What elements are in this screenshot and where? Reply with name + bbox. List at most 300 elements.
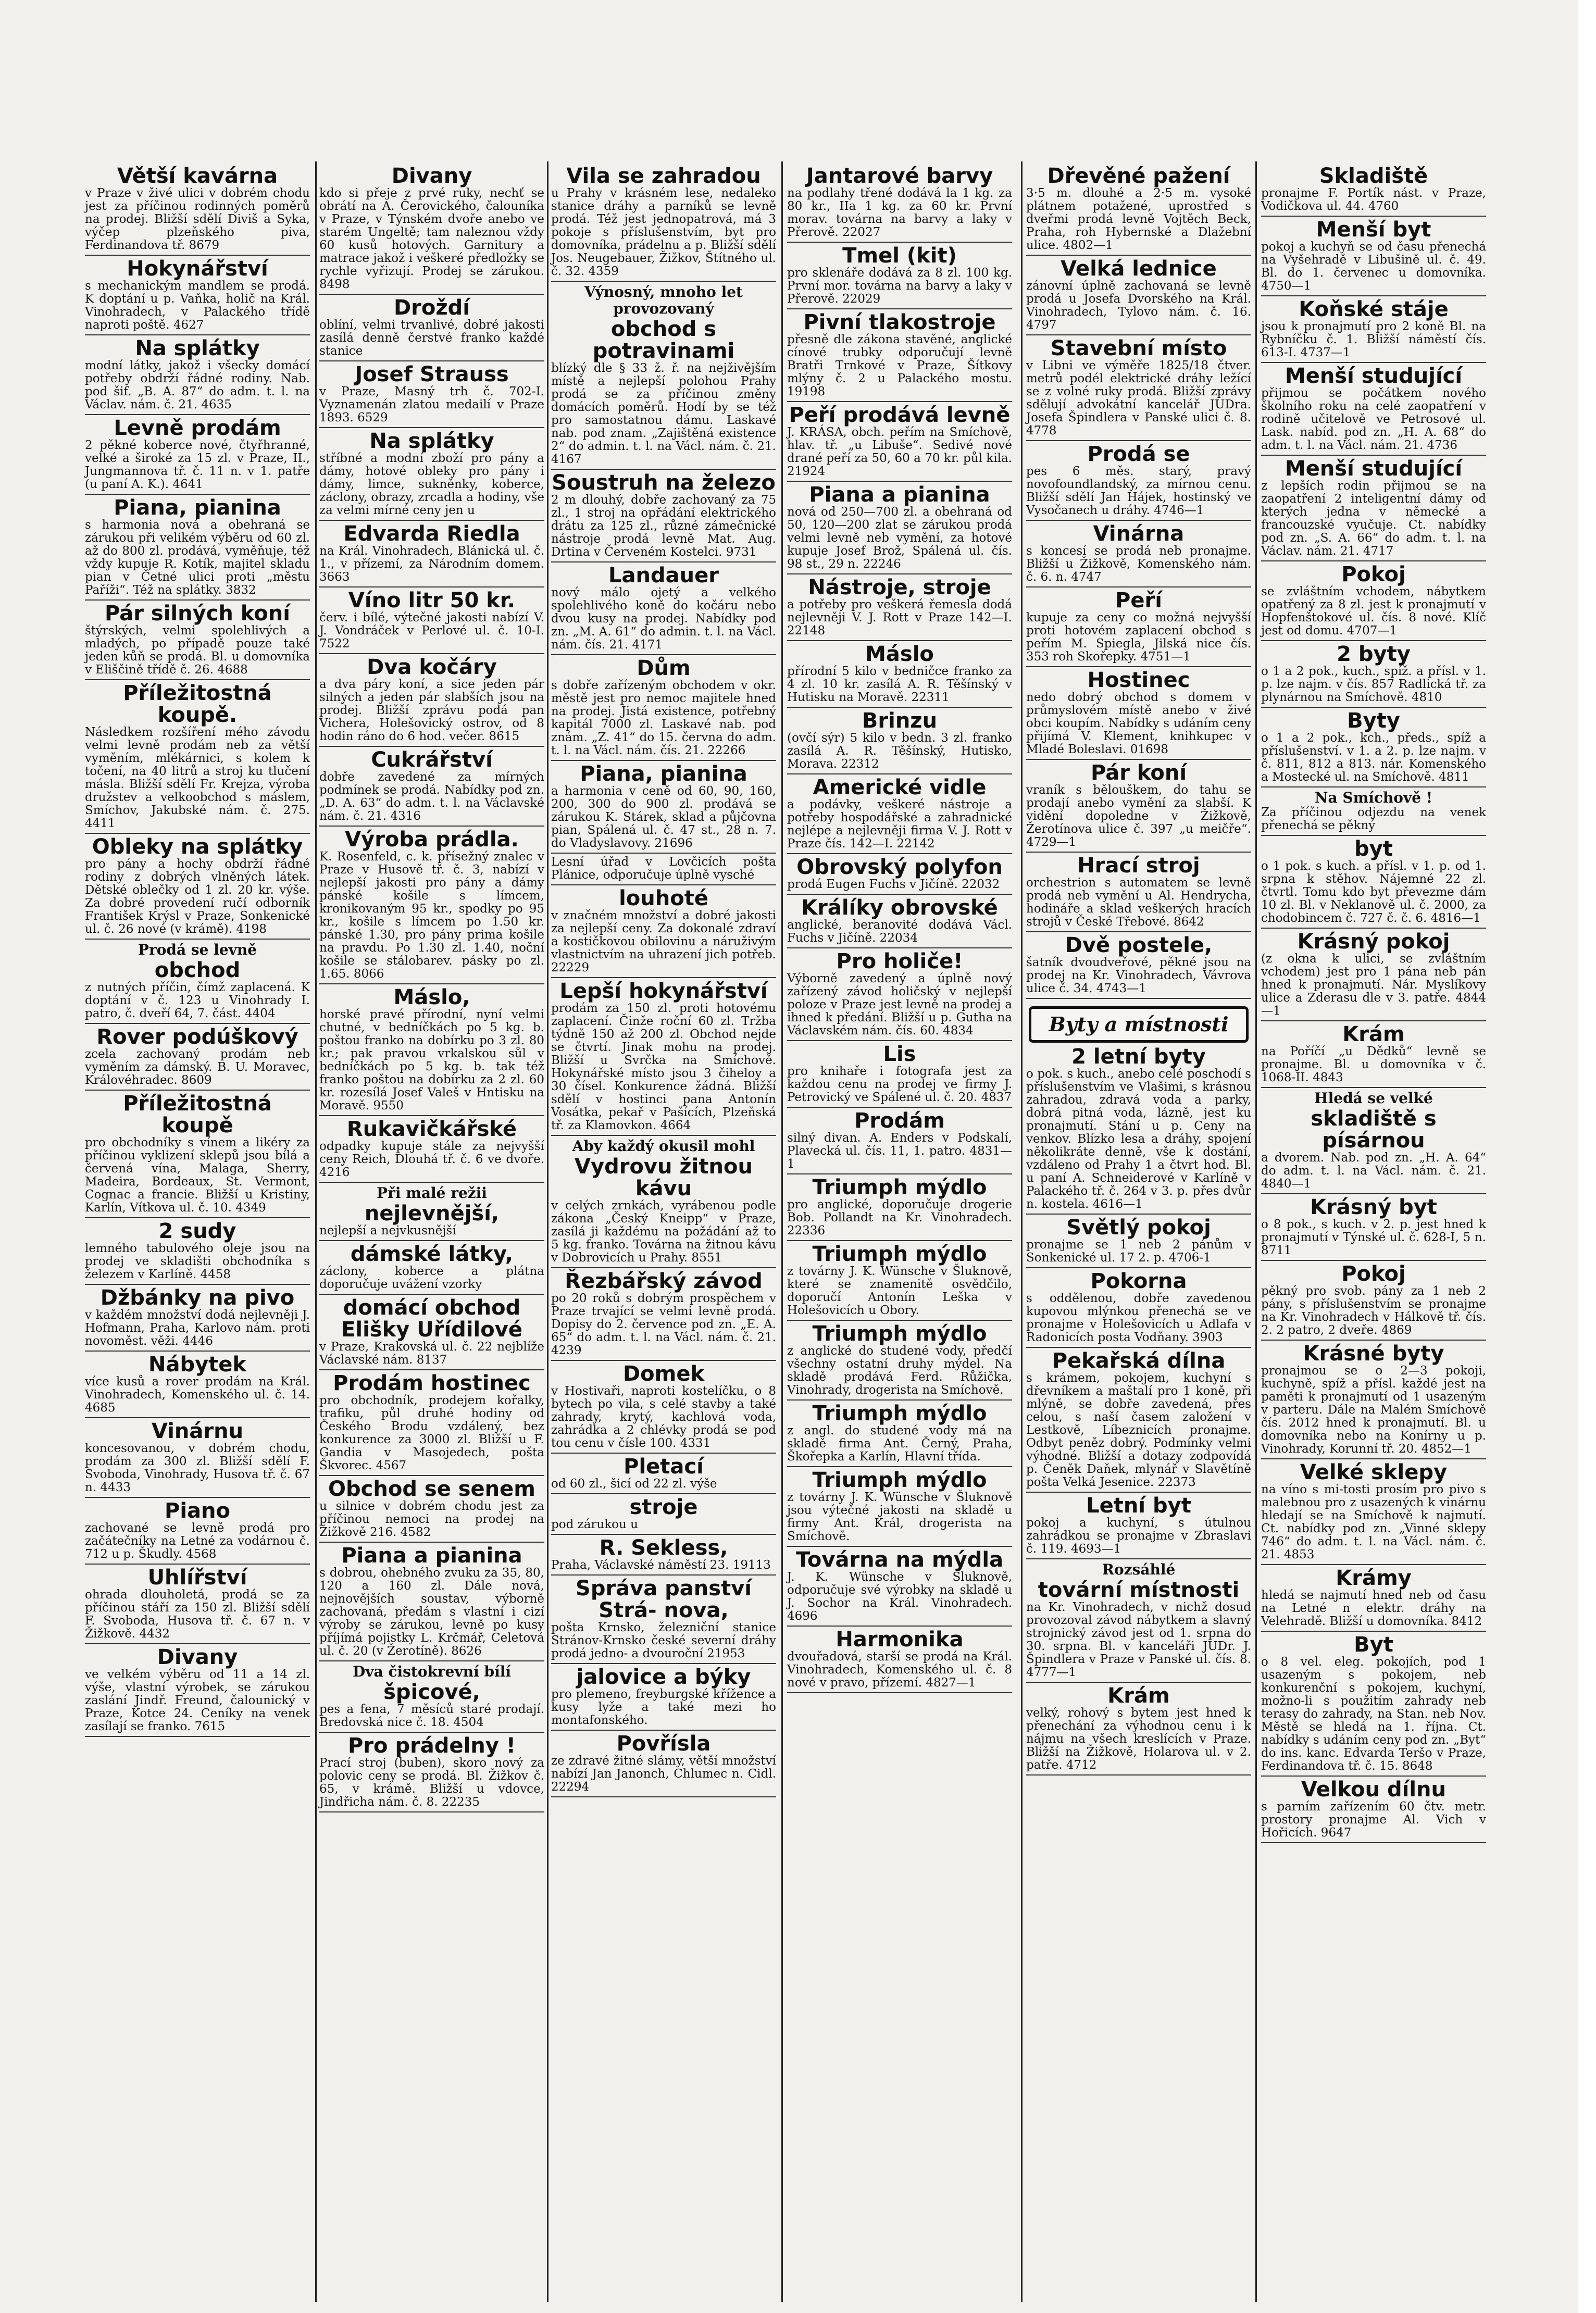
ad-separator bbox=[319, 983, 544, 984]
ad-separator bbox=[319, 1115, 544, 1116]
classified-ad bbox=[1025, 1217, 1253, 1268]
ad-separator bbox=[319, 1182, 544, 1183]
ad-body: o 8 pok., s kuch. v 2. p. jest hned k pronajmutí v Týnské ul. č. 628-I, 5 n. 8711 bbox=[1261, 1218, 1486, 1257]
ad-separator bbox=[551, 1796, 776, 1797]
column-2 bbox=[318, 164, 546, 2305]
classified-ad bbox=[550, 472, 778, 562]
classified-ad bbox=[550, 1456, 778, 1494]
ad-heading: Byty bbox=[1347, 709, 1400, 733]
ad-separator bbox=[85, 1564, 310, 1565]
ad-body: s parním zařízením 60 čtv. metr. prostory pronajme Al. Vich v Hořicích. 9647 bbox=[1261, 1800, 1486, 1840]
ad-body: nový málo ojetý a velkého spolehlivého koně do kočáru nebo dvou kusy na prodej. Nabídky pod zn. „M. A. 61“ do admin. t. l. na Václ. nám. čís. 21. 4171 bbox=[551, 586, 776, 652]
ad-body: ohrada dlouholetá, prodá se za příčinou stáří za 150 zl. Bližší sdělí F. Svoboda, Husova tř. č. 67 n. v Žižkově. 4432 bbox=[85, 1588, 310, 1641]
column-5 bbox=[1025, 164, 1253, 2305]
ad-separator bbox=[1261, 1020, 1486, 1021]
ad-heading: Pár silných koní bbox=[105, 602, 290, 626]
ad-body: pošta Krnsko, železniční stanice Stránov-Krnsko české severní dráhy prodá jedno- a dvouroční 21953 bbox=[551, 1621, 776, 1660]
ad-body: nejlepší a nejvkusnější bbox=[319, 1224, 456, 1237]
classified-ad bbox=[83, 1093, 311, 1218]
ad-body: velký, rohový s bytem jest hned k přenechání za výhodnou cenu i k nájmu na všech kreslících v Praze. Bližší na Žižkově, Holarova ul. v 2. patře. 4712 bbox=[1026, 1706, 1251, 1772]
ad-body: o pok. s kuch., anebo celé poschodí s příslušenstvím ve Vlašimi, s krásnou zahradou, zdravá voda a parky, dobrá pitná voda, lázně, jest ku pronajmutí. Stání u p. Ceny na venkov. Blízko lesa a dráhy, spojení několikráte denně, vše k dostání, vzdáleno od Prahy 1 a čtvrt hod. Bl. u paní A. Schneiderové v Karlíně v Palackého tř. č. 264 v 3. p. přes dvůr n. kostela. 4616—1 bbox=[1026, 1067, 1251, 1211]
ad-body: pro knihaře i fotografa jest za každou cenu na prodej ve firmy J. Petrovický ve Spálené ul. č. 20. 4837 bbox=[787, 1065, 1012, 1104]
ad-body: a dvorem. Nab. pod zn. „H. A. 64“ do adm. t. l. na Václ. nám. č. 21. 4840—1 bbox=[1261, 1151, 1486, 1191]
ad-subheading: Hledá se velké bbox=[1314, 1090, 1433, 1107]
classified-ad bbox=[83, 836, 311, 940]
ad-separator bbox=[1261, 707, 1486, 708]
ad-body: pro sklenáře dodává za 8 zl. 100 kg. První mor. továrna na barvy a laky v Přerově. 22029 bbox=[787, 266, 1012, 306]
ad-body: ve velkém výběru od 11 a 14 zl. výše, vlastní výrobek, se zárukou zaslání Jindř. Freund, čalounický v Praze, Kotce 24. Ceníky na venek zasílají se franko. 7615 bbox=[85, 1668, 310, 1733]
ad-body: na podlahy třené dodává la 1 kg. za 80 kr., IIa 1 kg. za 60 kr. První morav. továrna na barvy a laky v Přerově. 22027 bbox=[787, 186, 1012, 239]
classified-ad bbox=[83, 258, 311, 335]
classified-ad bbox=[1260, 1634, 1488, 1777]
ad-body: s mechanickým mandlem se prodá. K doptání u p. Vaňka, holič na Král. Vinohradech, v Palackého třídě naproti poště. 4627 bbox=[85, 279, 310, 332]
ad-heading: Dům bbox=[637, 656, 691, 680]
ad-body: od 60 zl., šicí od 22 zl. výše bbox=[551, 1477, 717, 1491]
ad-body: s dobrou, ohebného zvuku za 35, 80, 120 a 160 zl. Dále nová, nejnovějších soustav, výborně zachovaná, předám s vlastní i cizí výroby se zárukou, levně po kusy příjímá pojistky L. Krčmář, Celetová ul. č. 20 (v Žerotíně). 8626 bbox=[319, 1566, 544, 1658]
ad-separator bbox=[1026, 998, 1251, 999]
ad-separator bbox=[787, 1399, 1012, 1401]
ad-heading: 2 sudy bbox=[158, 1219, 236, 1243]
ad-separator bbox=[787, 308, 1012, 309]
ad-heading: louhoté bbox=[619, 886, 708, 910]
ad-heading: Hrací stroj bbox=[1077, 854, 1200, 878]
ad-separator bbox=[319, 1294, 544, 1295]
classified-ad bbox=[318, 656, 546, 747]
ad-heading: Piana a pianina bbox=[809, 483, 990, 507]
ad-separator bbox=[551, 1534, 776, 1535]
ad-separator bbox=[85, 679, 310, 680]
ad-heading: Na splátky bbox=[135, 336, 260, 360]
ad-separator bbox=[551, 977, 776, 978]
ad-separator bbox=[551, 1730, 776, 1731]
ad-heading: Pekařská dílna bbox=[1052, 1349, 1226, 1373]
ad-separator bbox=[319, 520, 544, 521]
ad-heading: Vinárnu bbox=[151, 1419, 244, 1443]
ad-heading: Americké vidle bbox=[813, 776, 987, 799]
classified-ad bbox=[550, 980, 778, 1136]
ad-separator bbox=[85, 334, 310, 335]
classified-ad bbox=[83, 497, 311, 601]
ad-heading: Dvě postele, bbox=[1065, 933, 1213, 957]
ad-separator bbox=[787, 1466, 1012, 1467]
ad-separator bbox=[1261, 640, 1486, 641]
classified-ad bbox=[1025, 165, 1253, 256]
ad-heading: Koňské stáje bbox=[1299, 297, 1449, 321]
classified-ad bbox=[785, 951, 1014, 1041]
classified-ad bbox=[1260, 365, 1488, 456]
ad-subheading: Rozsáhlé bbox=[1102, 1561, 1176, 1578]
ad-separator bbox=[787, 573, 1012, 574]
ad-heading: Triumph mýdlo bbox=[812, 1242, 987, 1266]
ad-body: silný divan. A. Enders v Podskalí, Plavecká ul. čís. 11, 1. patro. 4831—1 bbox=[787, 1131, 1012, 1171]
ad-separator bbox=[1026, 1267, 1251, 1268]
classified-ad bbox=[550, 1537, 778, 1576]
ad-heading: Králíky obrovské bbox=[801, 896, 998, 920]
ad-body: se zvláštním vchodem, nábytkem opatřený za 8 zl. jest k pronajmutí v Hopfenštokové ul. čís. 8 nové. Klíč jest od domu. 4707—1 bbox=[1261, 585, 1486, 637]
ad-body: z továrny J. K. Wünsche v Šluknově jsou výtečné jakosti na skladě u firmy Ant. Král, drogerista na Smíchově. bbox=[787, 1491, 1012, 1543]
classified-ad bbox=[785, 1110, 1014, 1174]
ad-separator bbox=[1261, 835, 1486, 836]
ad-heading: Výroba prádla. bbox=[345, 828, 519, 852]
ad-heading: Triumph mýdlo bbox=[812, 1468, 987, 1492]
ad-body: nová od 250—700 zl. a obehraná od 50, 120—200 zlat se zárukou prodá velmi levně neb vymění, za hotové kupuje Josef Brož, Spálená ul. čís. 98 st., 29 n. 22246 bbox=[787, 505, 1012, 571]
ad-heading: Prodám bbox=[854, 1109, 945, 1133]
ad-separator bbox=[787, 1240, 1012, 1241]
ad-heading: Domek bbox=[622, 1362, 705, 1386]
ad-heading: Nábytek bbox=[148, 1353, 247, 1377]
ad-separator bbox=[1261, 786, 1486, 787]
classified-ad bbox=[785, 1043, 1014, 1108]
ad-body: v značném množství a dobré jakosti za nejlepší ceny. Za dokonalé zdraví a kostičkovou obilovinu a náruživým vlastnictvím na uhrazení jich potřeb. 22229 bbox=[551, 909, 776, 974]
ad-heading: Stavební místo bbox=[1050, 336, 1227, 360]
ad-heading: Velkou dílnu bbox=[1301, 1778, 1447, 1802]
classified-ad bbox=[1260, 219, 1488, 296]
classified-ad bbox=[83, 1646, 311, 1737]
classified-ad bbox=[1260, 564, 1488, 641]
ad-heading: Nástroje, stroje bbox=[808, 576, 991, 599]
ad-separator bbox=[85, 414, 310, 415]
ad-separator bbox=[1026, 586, 1251, 587]
ad-separator bbox=[85, 255, 310, 256]
ad-separator bbox=[551, 1663, 776, 1664]
ad-separator bbox=[551, 1135, 776, 1136]
classified-ad bbox=[1025, 443, 1253, 521]
classified-ad bbox=[1025, 1350, 1253, 1493]
ad-separator bbox=[319, 1732, 544, 1733]
ad-heading: skladiště s písárnou bbox=[1311, 1107, 1437, 1153]
ad-heading: Triumph mýdlo bbox=[812, 1402, 987, 1426]
ad-separator bbox=[787, 242, 1012, 243]
ad-body: Prací stroj (buben), skoro nový za polovic ceny se prodá. Bl. Žižkov č. 65, v krámě. Bližší u vdovce, Jindřicha nám. č. 8. 22235 bbox=[319, 1756, 544, 1809]
ad-heading: Letní byt bbox=[1086, 1494, 1191, 1518]
classified-ad bbox=[83, 417, 311, 495]
ad-heading: Soustruh na železo bbox=[552, 471, 776, 495]
ad-heading: Vila se zahradou bbox=[566, 164, 761, 188]
classified-ad bbox=[1025, 337, 1253, 441]
ad-body: pod zárukou u bbox=[551, 1518, 638, 1531]
ad-body: o 8 vel. eleg. pokojích, pod 1 usazeným s pokojem, neb konkurenční s pokojem, kuchyní, možno-li s použitím zahrady neb terasy do zahrady, na Stan. neb Nov. Městě se hledá na 1. října. Ct. nabídky s udáním ceny pod zn. „Byt“ do ins. kanc. Edvarda Teršo v Praze, Ferdinandova tř. č. 15. 8648 bbox=[1261, 1655, 1486, 1773]
ad-body: pokoj a kuchyň se od času přenechá na Vyšehradě v Libušině ul. č. 49. Bl. do 1. červenec u domovníka. 4750—1 bbox=[1261, 240, 1486, 293]
ad-heading: jalovice a býky bbox=[576, 1665, 751, 1689]
ad-heading: Dřevěné pažení bbox=[1047, 164, 1230, 188]
classified-ad bbox=[1025, 669, 1253, 760]
classified-ad bbox=[1260, 458, 1488, 561]
ad-body: stříbné a modní zboží pro pány a dámy, hotové obleky pro pány i dámy, limce, sukněnky, koberce, záclony, obrazy, zrcadla a hodiny, vše za velmi mírné ceny jen u bbox=[319, 452, 544, 517]
ad-body: zachované se levně prodá pro začátečníky na Letné za vodárnou č. 712 u p. Škudly. 4568 bbox=[85, 1521, 310, 1561]
ad-body: 3·5 m. dlouhé a 2·5 m. vysoké plátnem potažené, uprostřed s dveřmi prodá levně Vojtěch Beck, Praha, roh Hybernské a Dlažební ulice. 4802—1 bbox=[1026, 186, 1251, 252]
classified-ad bbox=[318, 829, 546, 984]
ad-body: prodá Eugen Fuchs v Jičíně. 22032 bbox=[787, 878, 1000, 891]
ad-heading: Droždí bbox=[393, 296, 470, 320]
ad-heading: stroje bbox=[629, 1495, 698, 1519]
classified-ad bbox=[318, 1545, 546, 1661]
ad-separator bbox=[787, 1626, 1012, 1627]
ad-heading: 2 byty bbox=[1337, 642, 1411, 666]
ad-separator bbox=[1261, 1193, 1486, 1194]
ad-heading: Pokorna bbox=[1090, 1269, 1187, 1293]
classified-ad bbox=[83, 603, 311, 680]
ad-body: po 20 roků s dobrým prospěchem v Praze trvající se velmi levně prodá. Dopisy do 2. července pod zn. „E. A. 65“ do adm. t. l. na Václ. nám. č. 21. 4239 bbox=[551, 1292, 776, 1357]
ad-heading: Obrovský polyfon bbox=[796, 855, 1003, 879]
ad-separator bbox=[1261, 362, 1486, 363]
ad-heading: Velká lednice bbox=[1061, 257, 1217, 281]
ad-separator bbox=[787, 894, 1012, 895]
ad-heading: Máslo bbox=[865, 642, 934, 666]
ad-body: Za příčinou odjezdu na venek přenechá se pěkný bbox=[1261, 806, 1486, 832]
classified-ad bbox=[785, 311, 1014, 402]
classified-ad bbox=[318, 523, 546, 587]
ad-body: ze zdravé žitné slámy, větší množství nabízí Jan Janonch, Chlumec n. Cidl. 22294 bbox=[551, 1754, 776, 1794]
ad-body: s koncesí se prodá neb pronajme. Bližší u Žižkově, Komenského nám. č. 6. n. 4747 bbox=[1026, 544, 1251, 584]
ad-heading: Větší kavárna bbox=[117, 164, 278, 188]
ad-heading: Peří prodává levně bbox=[789, 403, 1011, 427]
classified-ad bbox=[550, 1138, 778, 1268]
ad-body: a harmonia v ceně od 60, 90, 160, 200, 300 do 900 zl. prodává se zárukou K. Stárek, sklad a půjčovna pian, Spálená ul. č. 47 st., 28 n. 7. do Vladyslavovy. 21696 bbox=[551, 784, 776, 850]
ad-heading: Josef Strauss bbox=[355, 362, 509, 386]
ad-body: lemného tabulového oleje jsou na prodej ve skladišti obchodníka s železem v Karlíně. 4458 bbox=[85, 1242, 310, 1281]
classified-ad bbox=[1260, 1343, 1488, 1459]
classified-ad bbox=[318, 297, 546, 361]
ad-heading: Továrna na mýdla bbox=[795, 1548, 1004, 1572]
ad-separator bbox=[787, 773, 1012, 774]
classified-ad bbox=[83, 1354, 311, 1418]
ad-body: zcela zachovaný prodám neb vyměním za dámský. B. U. Moravec, Královéhradec. 8609 bbox=[85, 1047, 310, 1087]
classified-ad bbox=[318, 430, 546, 521]
ad-heading: Piano bbox=[165, 1499, 230, 1523]
ad-body: pes 6 měs. starý, pravý novofoundlandský, za mírnou cenu. Bližší sdělí Jan Hájek, hostinský ve Vysočanech u dráhy. 4746—1 bbox=[1026, 465, 1251, 517]
ad-heading: Obleky na splátky bbox=[92, 835, 303, 859]
column-rule bbox=[547, 161, 548, 2302]
ad-separator bbox=[1026, 1214, 1251, 1215]
ad-heading: Dva kočáry bbox=[367, 655, 497, 679]
ad-heading: Lepší hokynářství bbox=[559, 979, 768, 1003]
ad-body: J. KRÁSA, obch. peřím na Smíchově, hlav. tř. „u Libuše“. Sedivé nové drané peří za 50, 60 a 70 kr. půl kila. 21924 bbox=[787, 426, 1012, 478]
classified-ad bbox=[550, 1666, 778, 1731]
ad-heading: Světlý pokoj bbox=[1066, 1216, 1211, 1240]
classified-ad bbox=[785, 1323, 1014, 1401]
classified-ad bbox=[1025, 1561, 1253, 1683]
ad-heading: Prodá se bbox=[1087, 442, 1190, 466]
ad-separator bbox=[1026, 440, 1251, 441]
ad-heading: Byt bbox=[1354, 1633, 1393, 1657]
classified-ad bbox=[550, 1578, 778, 1664]
ad-separator bbox=[551, 1493, 776, 1494]
ad-heading: nejlevnější, bbox=[364, 1202, 500, 1226]
classified-ad bbox=[318, 986, 546, 1116]
ad-separator bbox=[85, 1497, 310, 1498]
classified-ad bbox=[785, 1403, 1014, 1467]
ad-heading: Řezbářský závod bbox=[565, 1269, 763, 1293]
ad-heading: Menší studující bbox=[1285, 364, 1463, 388]
ad-body: Praha, Václavské náměstí 23. 19113 bbox=[551, 1558, 771, 1572]
ad-separator bbox=[1026, 852, 1251, 853]
classified-ad bbox=[1260, 1090, 1488, 1194]
classified-ad bbox=[1260, 1023, 1488, 1088]
ad-heading: R. Sekless, bbox=[599, 1536, 728, 1560]
classified-ad bbox=[1025, 523, 1253, 587]
ad-body: v Praze v živé ulici v dobrém chodu jest za příčinou rodinných poměrů na prodej. Bližší sdělí Diviš a Syka, výčep plzeňského piva, Ferdinandova tř. 8679 bbox=[85, 186, 310, 252]
ad-body: o 1 a 2 pok., kch., předs., spíž a příslušenství. v 1. a 2. p. lze najm. v č. 811, 812 a 813. nár. Komenského a Mostecké ul. na Smíchově. 4811 bbox=[1261, 731, 1486, 784]
ad-separator bbox=[1261, 216, 1486, 217]
classified-ad bbox=[785, 710, 1014, 774]
ad-body: prodám za 150 zl. proti hotovému zaplacení. Činže roční 60 zl. Tržba týdně 150 až 200 zl. Obchod nejde se čtvrtí. Jinak mohu na prodej. Bližší u Svrčka na Smíchově. Hokynářské místo jsou 3 čiheloy a 30 čísel. Konkurence žádná. Bližší sdělí v hostinci pana Antonín Vosátka, pekař v Pašících, Plzeňská tř. za Klamovkon. 4664 bbox=[551, 1002, 776, 1132]
ad-heading: Landauer bbox=[608, 564, 719, 587]
ad-separator bbox=[1261, 1458, 1486, 1459]
ad-heading: Pletací bbox=[624, 1455, 704, 1479]
ad-separator bbox=[85, 1736, 310, 1737]
ad-heading: obchod s potravinami bbox=[592, 317, 735, 363]
ad-separator bbox=[85, 1643, 310, 1644]
classified-ad bbox=[1260, 931, 1488, 1021]
ad-heading: Pár koní bbox=[1090, 761, 1187, 785]
ad-body: na Kr. Vinohradech, v nichž dosud provozoval závod nábytkem a slavný strojnický závod jest od 1. srpna do 30. srpna. Bl. v kanceláři JUDr. J. Špindlera v Praze v Panské ul. čís. 8. 4777—1 bbox=[1026, 1601, 1251, 1679]
ad-separator bbox=[319, 360, 544, 361]
ad-body: zánovní úplně zachovaná se levně prodá u Josefa Dvorského na Král. Vinohradech, Tylovo nám. č. 16. 4797 bbox=[1026, 279, 1251, 332]
classified-ad bbox=[1260, 1567, 1488, 1632]
ad-body: oblíní, velmi trvanlivé, dobré jakosti zasílá denně čerstvé franko každé stanice bbox=[319, 318, 544, 358]
ad-body: dobře zavedené za mírných podmínek se prodá. Nabídky pod zn. „D. A. 63“ do adm. t. l. na Václavské nám. č. 21. 4316 bbox=[319, 770, 544, 823]
ad-separator bbox=[551, 561, 776, 562]
ad-heading: dámské látky, bbox=[350, 1242, 514, 1266]
ad-separator bbox=[1261, 1842, 1486, 1843]
ad-heading: Hostinec bbox=[1087, 668, 1190, 692]
classified-ad bbox=[318, 1664, 546, 1733]
ad-separator bbox=[551, 654, 776, 655]
ad-heading: Máslo, bbox=[393, 985, 470, 1009]
column-4 bbox=[785, 164, 1014, 2305]
ad-body: na víno s mi-tosti prosím pro pivo s malebnou pro z usazených k vinárnu hledají se na Smíchově k najmutí. Ct. nabídky pod zn. „Vinné sklepy 746“ do adm. t. l. na Václ. nám. č. 21. 4853 bbox=[1261, 1483, 1486, 1561]
section-heading: Byty a místnosti bbox=[1029, 1006, 1249, 1043]
classified-ad bbox=[1260, 790, 1488, 836]
ad-separator bbox=[85, 833, 310, 834]
ad-separator bbox=[787, 401, 1012, 402]
classified-ad bbox=[1260, 710, 1488, 787]
classified-ad bbox=[83, 1567, 311, 1644]
ad-body: v celých zrnkách, vyrábenou podle zákona „Český Kneipp“ v Praze, zasílá ji každému na požádání až to 5 kg. franko. Továrna na žitnou kávu v Dobrovicích u Prahy. 8551 bbox=[551, 1199, 776, 1265]
ad-body: štýrských, velmi spolehlivých a mladých, po případě pouze také jeden kůň se prodá. Bl. u domovníka v Eliščině třídě č. 26. 4688 bbox=[85, 624, 310, 677]
ad-heading: Triumph mýdlo bbox=[812, 1176, 987, 1199]
ad-body: pro plemeno, freyburgské křížence a kusy lyže a také mezi ho montafonského. bbox=[551, 1687, 776, 1727]
ad-body: u silnice v dobrém chodu jest za příčinou nemoci na prodej na Žižkově 216. 4582 bbox=[319, 1499, 544, 1539]
ad-heading: Pivní tlakostroje bbox=[803, 310, 996, 334]
ad-body: jsou k pronajmutí pro 2 koně Bl. na Rybníčku č. 1. Bližší náměstí čís. 613-I. 4737—1 bbox=[1261, 320, 1486, 359]
classified-ad bbox=[318, 1243, 546, 1295]
ad-separator bbox=[1261, 455, 1486, 456]
ad-separator bbox=[85, 599, 310, 601]
ad-heading: Povřísla bbox=[616, 1732, 711, 1756]
ad-separator bbox=[1261, 1564, 1486, 1565]
ad-heading: Skladiště bbox=[1319, 164, 1428, 188]
ad-heading: Brinzu bbox=[862, 709, 938, 733]
ad-heading: Vinárna bbox=[1093, 522, 1184, 546]
ad-heading: Obchod se senem bbox=[328, 1477, 535, 1501]
ad-separator bbox=[787, 1546, 1012, 1547]
ad-separator bbox=[1026, 1558, 1251, 1559]
ad-separator bbox=[551, 884, 776, 885]
ad-heading: Jantarové barvy bbox=[806, 164, 993, 188]
ad-body: z lepších rodin přijmou se na zaopatření 2 inteligentní dámy od kterých jedna v německé a francouzské vyučuje. Ct. nabídky pod zn. „S. A. 66“ do adm. t. l. na Václav. nám. 21. 4717 bbox=[1261, 479, 1486, 558]
ad-separator bbox=[1026, 1682, 1251, 1683]
ad-separator bbox=[85, 1090, 310, 1091]
ad-heading: Levně prodám bbox=[114, 416, 281, 440]
ad-separator bbox=[319, 1542, 544, 1543]
classified-ad bbox=[550, 1733, 778, 1797]
classified-ad bbox=[550, 284, 778, 470]
classified-ad bbox=[785, 484, 1014, 574]
classified-ad bbox=[785, 577, 1014, 641]
ad-heading: Vydrovu žitnou kávu bbox=[575, 1155, 753, 1201]
classified-ad bbox=[550, 1363, 778, 1454]
classified-ad bbox=[83, 1420, 311, 1498]
ad-separator bbox=[1261, 1776, 1486, 1777]
ad-heading: Pro holiče! bbox=[836, 949, 963, 973]
ad-body: s krámem, pokojem, kuchyní s dřevníkem a maštalí pro 1 koně, při mlýně, se dobře zavedená, přes celou, s naší časem založení v Lestkově, Líbeznicích pronajme. Odbyt peněz dobrý. Podmínky velmi výhodné. Bližší a dotazy zodpovídá p. Čeněk Daňek, mlynář v Slavětíně pošta Velká Jesenice. 22373 bbox=[1026, 1371, 1251, 1489]
ad-separator bbox=[85, 939, 310, 940]
classified-ad bbox=[1025, 1685, 1253, 1776]
classified-ad bbox=[785, 1243, 1014, 1321]
ad-body: na Král. Vinohradech, Blánická ul. č. 1., v přízemí, za Národním domem. 3663 bbox=[319, 544, 544, 584]
ad-heading: Hokynářství bbox=[127, 257, 268, 281]
ad-body: v Hostivaři, naproti kostelíčku, o 8 bytech po vila, s celé stavby a také zahrady, krytý, kachlová voda, zahrádka a 2 chlévky prodá se pod tou cenu v čísle 100. 4331 bbox=[551, 1384, 776, 1450]
ad-body: 2 pěkné koberce nové, čtyřhranné, velké a široké za 15 zl. v Praze, II., Jungmannova tř. č. 11 n. v 1. patře (u paní A. K.). 4641 bbox=[85, 439, 310, 491]
classified-ad bbox=[83, 1287, 311, 1352]
column-1 bbox=[83, 164, 311, 2305]
ad-body: z nutných příčin, čímž zaplacená. K doptání v č. 123 u Vinohrady I. patro, č. dveří 64, 7. část. 4404 bbox=[85, 981, 310, 1020]
ad-body: šatník dvoudveřové, pěkné jsou na prodej na Kr. Vinohradech, Vávrova ulice č. 34. 4743—1 bbox=[1026, 956, 1251, 995]
classified-ad bbox=[550, 657, 778, 761]
ad-heading: Krám bbox=[1107, 1684, 1170, 1708]
ad-heading: Harmonika bbox=[836, 1628, 964, 1652]
ad-heading: Příležitostná koupě bbox=[123, 1092, 272, 1137]
ad-separator bbox=[1026, 520, 1251, 521]
classified-ad bbox=[318, 1118, 546, 1183]
ad-heading: Krám bbox=[1342, 1022, 1405, 1046]
ad-body: pro pány a hochy obdrží řádné rodiny z dobrých vlněných látek. Dětské oblečky od 1 zl. 20 kr. výše. Za dobré provedení ručí odborník František Krýsl v Praze, Sonkenické ul. č. 26 nové (v krámě). 4198 bbox=[85, 857, 310, 936]
ad-body: o 1 pok. s kuch. a přísl. v 1. p. od 1. srpna k stěhov. Nájemné 22 zl. čtvrtl. Tomu kdo byt převezme dám 10 zl. Bl. v Neklanově ul. č. 2000, za chodobincem č. 727 č. č. 6. 4816—1 bbox=[1261, 859, 1486, 925]
ad-body: (z okna k ulici, se zvláštním vchodem) jest pro 1 pána neb pán hned k pronajmutí. Nár. Myslíkovy ulice a Zderasu dle v 3. patře. 4844—1 bbox=[1261, 952, 1486, 1018]
classified-ad bbox=[83, 337, 311, 415]
page-margin bbox=[1578, 0, 1596, 2313]
ad-body: pronajmou se o 2—3 pokoji, kuchyně, spíž a přísl. každé jest na paměti k pronajmutí od 1 usazeným v parteru. Dále na Malém Smíchově čís. 2012 hned k pronajmutí. Bl. u domovníka nebo na Konírny u p. Vinohrady, Korunní tř. 20. 4852—1 bbox=[1261, 1364, 1486, 1456]
ad-separator bbox=[787, 1320, 1012, 1321]
classified-ad bbox=[1260, 643, 1488, 708]
ad-subheading: Aby každý okusil mohl bbox=[572, 1137, 755, 1155]
ad-body: dvouřadová, starší se prodá na Král. Vinohradech, Komenského ul. č. 8 nové v pravo, přízemí. 4827—1 bbox=[787, 1650, 1012, 1690]
classified-ad bbox=[1025, 855, 1253, 932]
classified-ad bbox=[1025, 1046, 1253, 1215]
column-6 bbox=[1260, 164, 1488, 2305]
classified-ad bbox=[785, 245, 1014, 309]
classified-ad bbox=[318, 590, 546, 654]
classified-ad bbox=[785, 1629, 1014, 1693]
ad-separator bbox=[551, 281, 776, 282]
ad-heading: Velké sklepy bbox=[1300, 1460, 1448, 1484]
ad-separator bbox=[787, 707, 1012, 708]
ad-body: červ. i bílé, výtečné jakosti nabízí V. J. Vondráček v Perlové ul. č. 10-I. 7522 bbox=[319, 611, 544, 651]
ad-heading: Džbánky na pivo bbox=[100, 1286, 295, 1310]
ad-body: přijmou se počátkem nového školního roku na celé zaopatření v rodině učitelově ve Petrosové ul. Lask. nabíd. pod zn. „H. A. 68“ do adm. t. l. na Václ. nám. 21. 4736 bbox=[1261, 386, 1486, 452]
ad-separator bbox=[1026, 255, 1251, 256]
ad-body: o 1 a 2 pok., kuch., spíž. a přísl. v 1. p. lze najm. v čís. 857 Radlická tř. za plynárnou na Smíchově. 4810 bbox=[1261, 665, 1486, 704]
classified-ad bbox=[83, 165, 311, 256]
column-rule bbox=[781, 161, 783, 2302]
ad-body: odpadky kupuje stále za nejvyšší ceny Reich, Dlouhá tř. č. 6 ve dvoře. 4216 bbox=[319, 1140, 544, 1179]
ad-heading: Pokoj bbox=[1341, 1262, 1406, 1286]
ad-body: (ovčí sýr) 5 kilo v bedn. 3 zl. franko zasílá A. R. Těšínský, Hutisko, Morava. 22312 bbox=[787, 731, 1012, 771]
classified-ad bbox=[1025, 934, 1253, 999]
ad-body: z továrny J. K. Wünsche v Šluknově, které se znamenitě osvědčilo, doporučí Antonín Leška v Holešovicích u Obory. bbox=[787, 1265, 1012, 1317]
classified-ad bbox=[1025, 590, 1253, 667]
